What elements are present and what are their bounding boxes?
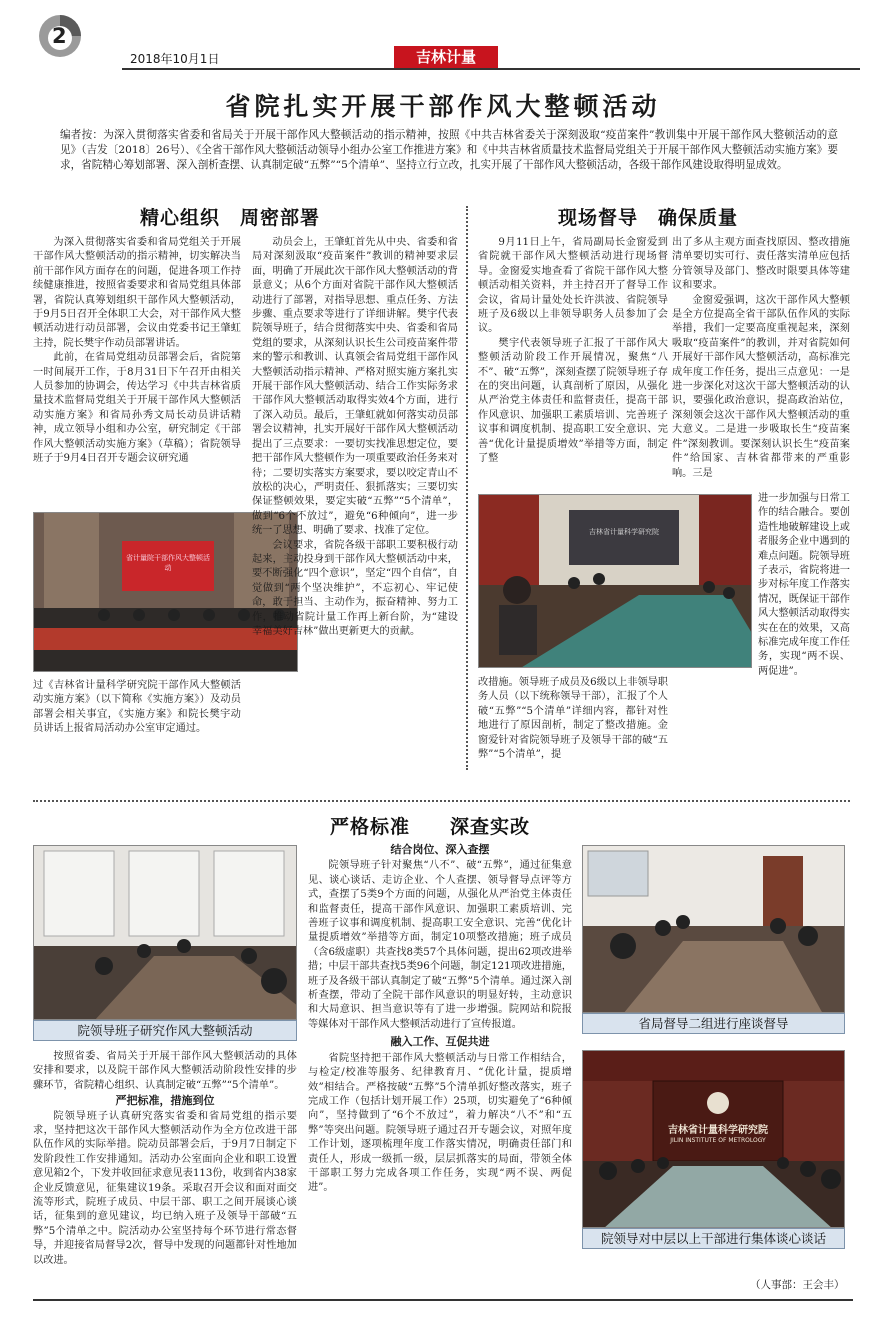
column-divider xyxy=(466,206,468,770)
paragraph: 按照省委、省局关于开展干部作风大整顿活动的具体安排和要求，以及院干部作风大整顿活动阶段性安排的步骤环节，省院精心组织、认真制定破“五弊”“5个清单”。 xyxy=(33,1051,297,1091)
masthead-box xyxy=(394,46,498,68)
section-divider xyxy=(33,800,850,802)
paragraph: 院领导班子认真研究落实省委和省局党组的指示要求，坚持把这次干部作风大整顿活动作为全方位改进干部队伍作风的实际举措。院动员部署会后，于9月7日制定下发阶段性工作安排通知。活动办公室面向企业和职工设置意见箱2个，下发并收回征求意见表113份，收到省内38家企业反馈意见，征集建议19条。采取召开会议和面对面交流等形式，院班子成员、中层干部、职工之间开展谈心谈话，征集到的意见建议，均已纳入班子及领导干部破“五弊”5个清单之中。院活动办公室坚持每个环节进行常态督导，并迎接省局督导2次，督导中发现的问题都针对性地加以改进。 xyxy=(33,1110,297,1266)
header-rule xyxy=(122,68,860,70)
section3-heading: 严格标准 深查实改 xyxy=(330,816,531,838)
caption-collective-talk: 院领导对中层以上干部进行集体谈心谈话 xyxy=(582,1228,845,1249)
subheading-job-review: 结合岗位、深入查摆 xyxy=(390,843,490,856)
paragraph: 进一步加强与日常工作的结合融合。要创造性地破解建设上或者服务企业中遇到的难点问题。院领导班子表示，省院将进一步对标年度工作落实情况，既保证干部作风大整顿活动取得实实在在的效果，又高标准完成年度工作任务，实现“两不误、两促进”。 xyxy=(758,493,850,677)
page-number: 2 xyxy=(52,24,67,48)
supervision-talk-scene xyxy=(583,846,845,1013)
paragraph: 9月11日上午，省局副局长金窗爱到省院就干部作风大整顿活动进行现场督导。金窗爱实地查看了省院干部作风大整顿活动相关资料，并主持召开了督导工作会议，省局计量处处长许洪波、省院领导班子及6级以上非领导职务人员参加了会议。 xyxy=(478,237,668,335)
article-title: 省院扎实开展干部作风大整顿活动 xyxy=(225,92,661,121)
section2-col3-top xyxy=(478,236,668,488)
caption-supervision-talk: 省局督导二组进行座谈督导 xyxy=(582,1013,845,1034)
photo-collective-talk xyxy=(582,1050,845,1228)
editor-note xyxy=(60,128,838,173)
paragraph: 会议要求，省院各级干部职工要积极行动起来，主动投身到干部作风大整顿活动中来，要不断强化“四个意识”，坚定“四个自信”，自觉做到“两个坚决维护”，不忘初心、牢记使命，敢于担当、主动作为，振奋精神、努力工作，推动省院计量工作再上新台阶，为“建设幸福美好吉林”做出更新更大的贡献。 xyxy=(252,539,458,637)
paragraph: 过《吉林省计量科学研究院干部作风大整顿活动实施方案》（以下简称《实施方案》）及动员部署会相关事宜，《实施方案》和院长樊宇动员讲话上报省局活动办公室审定通过。 xyxy=(33,680,241,735)
photo-institute-name-en: JILIN INSTITUTE OF METROLOGY xyxy=(670,1137,766,1144)
footer-rule xyxy=(33,1299,853,1301)
leadership-meeting-scene xyxy=(34,846,297,1020)
photo-conference-room xyxy=(478,494,752,668)
paragraph: 金窗爱强调，这次干部作风大整顿是全方位提高全省干部队伍作风的实际举措，我们一定要高度重视起来，深刻吸取“疫苗案件”的教训，并对省院如何开展好干部作风大整顿活动，高标准完成年度工作任务，提出三点意见：一是进一步深化对这次干部大整顿活动的认识，要强化政治意识，提高政治站位，深刻领会这次干部作风大整顿活动的重大意义。二是进一步吸取长生“疫苗案件”深刻教训。要深刻认识长生“疫苗案件”给国家、吉林省都带来的严重影响。三是 xyxy=(672,294,850,479)
subheading-integrate-work: 融入工作、互促共进 xyxy=(390,1035,490,1049)
section1-col1-top xyxy=(33,236,241,508)
editor-note-text: 编者按：为深入贯彻落实省委和省局关于开展干部作风大整顿活动的指示精神，按照《中共吉林省委关于深刻汲取“疫苗案件”教训集中开展干部作风大整顿活动的意见》（吉发〔2018〕26号）、《全省干部作风大整顿活动领导小组办公室工作推进方案》和《中共吉林省质量技术监督局党组关于开展干部作风大整顿活动实施方案》要求，省院精心筹划部署、深入剖析查摆、认真制定破“五弊”“5个清单”、坚持立行立改，扎实开展了干部作风大整顿活动，各级干部作风建设取得明显成效。 xyxy=(60,129,838,171)
caption-leadership-meeting: 院领导班子研究作风大整顿活动 xyxy=(33,1020,297,1041)
section3-middle xyxy=(308,843,572,1196)
section2-col3-bottom xyxy=(478,676,668,762)
photo-leadership-meeting xyxy=(33,845,297,1020)
section1-col1-bottom xyxy=(33,679,241,737)
paragraph: 院领导班子针对聚焦“八不”、破“五弊”，通过征集意见、谈心谈话、走访企业、个人查摆、领导督导点评等方式，查摆了5类9个方面的问题，从强化从严治党主体责任和监督责任，提高干部作风意识、加强职工素质培训、完善班子议事和调度机制、提高职工安全意识、完善“优化计量提质增效”举措等方面，制定10项整改措施；班子成员（含6级虚职）共查找8类57个具体问题，提出62项改进举措；中层干部共查找5类96个问题，制定121项改进措施，班子及各级干部认真制定了破“五弊”5个清单。通过深入剖析查摆，带动了全院干部作风意识的明显好转，主动意识和大局意识、担当意识等有了进一步增强。院网站和院报等媒体对干部作风大整顿活动进行了宣传报道。 xyxy=(308,860,572,1030)
section1-heading: 精心组织 周密部署 xyxy=(140,207,321,229)
section2-heading: 现场督导 确保质量 xyxy=(558,207,739,229)
paragraph: 为深入贯彻落实省委和省局党组关于开展干部作风大整顿活动的指示精神，切实解决当前干部作风方面存在的问题，促进各项工作持续健康推进，按照省委要求和省局党组具体部署，省院认真筹划组织干部作风大整顿活动，于9月5日召开全体职工大会，对干部作风大整顿活动进行动员部署，会议由党委书记王肇虹主持，院长樊宇作动员部署讲话。 xyxy=(33,237,241,349)
section2-col4-bottom xyxy=(758,492,850,679)
photo-institute-name-cn: 吉林省计量科学研究院 xyxy=(668,1125,768,1136)
paragraph: 出了多从主观方面查找原因、整改措施清单要切实可行、责任落实清单应包括分管领导及部门、整改时限要具体等建议和要求。 xyxy=(672,237,850,292)
conference-room-scene xyxy=(479,495,752,668)
section3-left-text xyxy=(33,1050,297,1268)
paragraph: 省院坚持把干部作风大整顿活动与日常工作相结合，与检定/校准等服务、纪律教育月、“优化计量，提质增效”相结合。严格按破“五弊”5个清单抓好整改落实，班子完成工作（包括计划开展工作）25项，切实避免了“6种倾向”，坚持做到了“6个不放过”，着力解决“八不”和“五弊”等突出问题。院领导班子通过召开专题会议，对照年度工作计划，逐项梳理年度工作落实情况，明确责任部门和责任人，形成一级抓一级，层层抓落实的局面，带领全体干部职工努力完成各项工作任务，实现“两不误、两促进”。 xyxy=(308,1052,572,1194)
paragraph: 此前，在省局党组动员部署会后，省院第一时间展开工作，于8月31日下午召开由相关人员参加的协调会，传达学习《中共吉林省质量技术监督局党组关于开展干部作风大整顿活动实施方案》和省局孙秀文局长动员讲话精神，成立领导小组和办公室，研究制定《干部作风大整顿活动实施方案》（草稿）；省院领导班子于9月4日召开专题会议研究通 xyxy=(33,352,241,465)
author-credit: （人事部：王会丰） xyxy=(750,1279,845,1291)
header-date: 2018年10月1日 xyxy=(130,52,220,66)
photo-banner-text: 省计量院干部作风大整顿活动 xyxy=(126,554,210,572)
section1-col2 xyxy=(252,236,458,768)
page-number-badge xyxy=(38,14,82,58)
paragraph: 樊宇代表领导班子汇报了干部作风大整顿活动阶段工作开展情况，聚焦“八不”、破“五弊”，深刻查摆了院领导班子存在的突出问题，认真剖析了原因，从强化从严治党主体责任和监督责任，提高干部作风意识、加强职工素质培训、完善班子议事和调度机制、提高职工安全意识、完善“优化计量提质增效”举措等方面，制定了整 xyxy=(478,337,668,465)
masthead-text: 吉林计量 xyxy=(415,48,476,66)
photo-board-text: 吉林省计量科学研究院 xyxy=(589,528,659,536)
photo-supervision-talk xyxy=(582,845,845,1013)
paragraph: 动员会上，王肇虹首先从中央、省委和省局对深刻汲取“疫苗案件”教训的精神要求层面，明确了开展此次干部作风大整顿活动的背景意义；从6个方面对省院干部作风大整顿活动进行了部署，对指导思想、重点任务、方法步骤、重点要求等进行了详细讲解。樊宇代表院领导班子，结合贯彻落实中央、省委和省局党组的要求，从深刻认识长生公司疫苗案件带来的警示和教训、认真领会省局党组干部作风大整顿活动指示精神、严格对照实施方案扎实开展干部作风大整顿活动、结合工作实际务求干部作风大整顿活动取得实效4个方面，进行了深入动员。最后，王肇虹就如何落实动员部署会议精神，扎实开展好干部作风大整顿活动提出了三点要求：一要切实找准思想定位，要把干部作风大整顿作为一项重要政治任务来对待；二要切实落实方案要求，要以咬定青山不放松的决心，严明责任、狠抓落实；三要切实保证整顿效果，要定实破“五弊”“5个清单”，做到“6个不放过”，避免“6种倾向”，进一步统一了思想、明确了要求、找准了定位。 xyxy=(252,237,458,537)
paragraph: 改措施。领导班子成员及6级以上非领导职务人员（以下统称领导干部），汇报了个人破“五弊”“5个清单”详细内容，都针对性地进行了原因剖析，制定了整改措施。金窗爱针对省院领导班子及领导干部的破“五弊”“5个清单”，提 xyxy=(478,677,668,761)
section2-col4-top xyxy=(672,236,850,492)
subheading-strict-standards: 严把标准，措施到位 xyxy=(115,1094,215,1108)
